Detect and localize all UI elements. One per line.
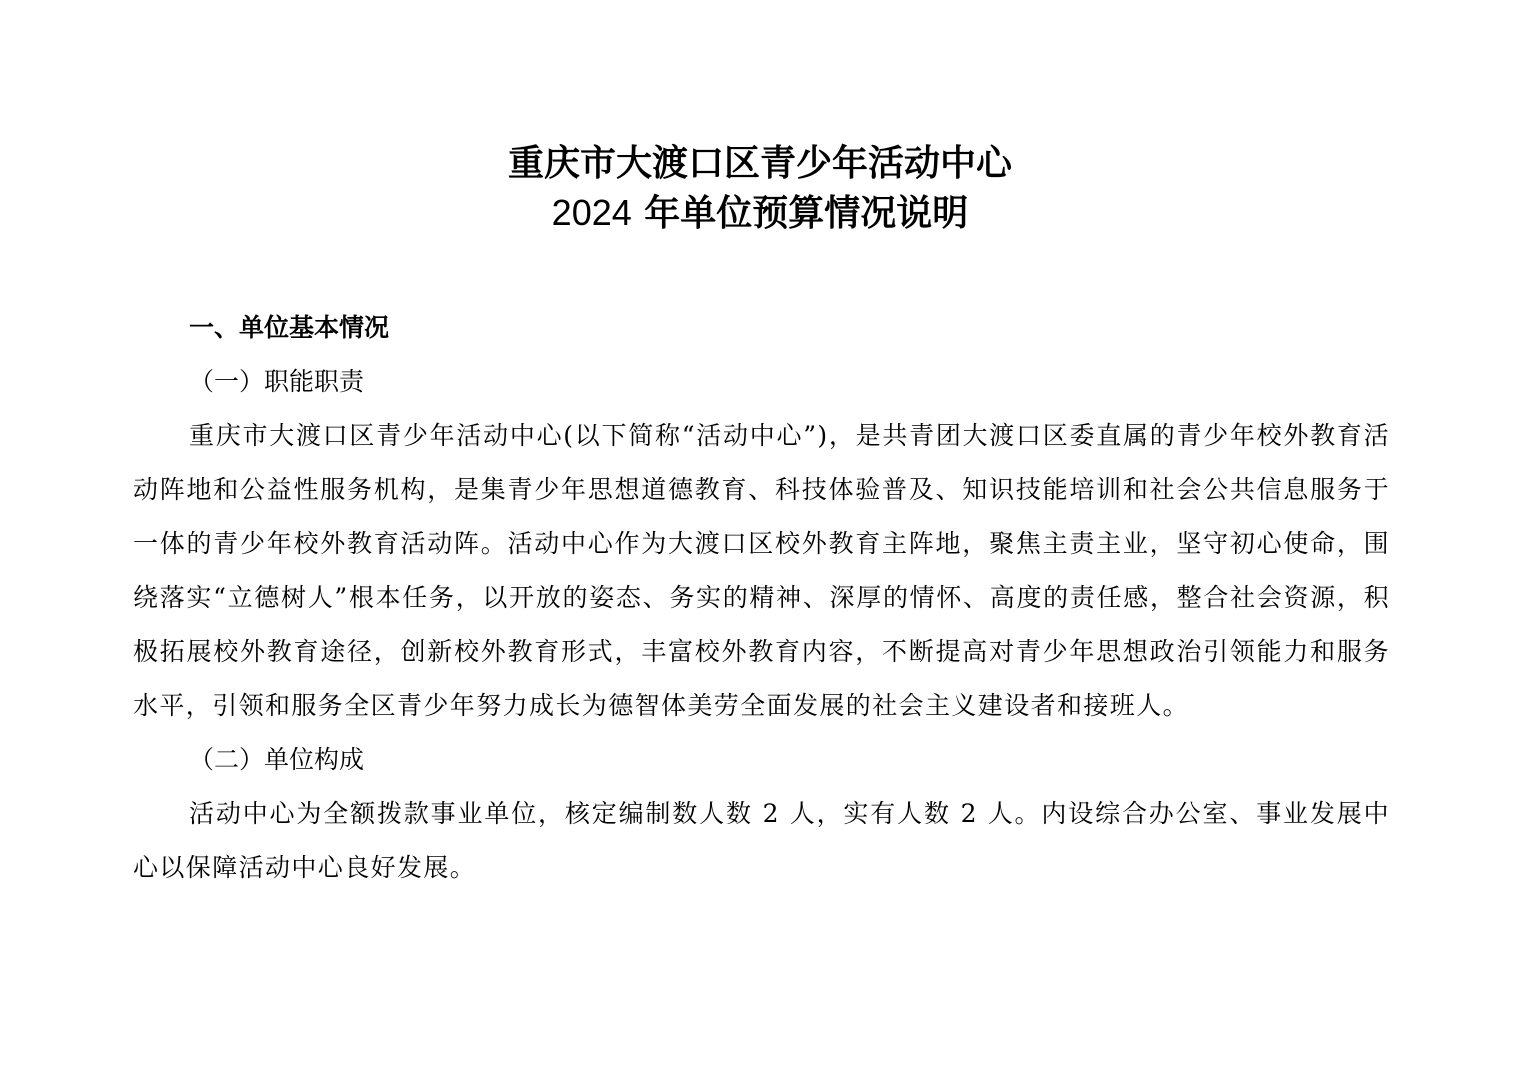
document-title xyxy=(0,138,1520,238)
section-heading: 一、单位基本情况 xyxy=(189,313,390,342)
title-year: 2024 xyxy=(551,192,632,233)
subsection-heading-composition: （二）单位构成 xyxy=(189,745,365,774)
document-body xyxy=(133,301,1390,895)
subsection-heading-duties: （一）职能职责 xyxy=(189,367,365,396)
title-line-2-text: 年单位预算情况说明 xyxy=(631,192,969,234)
paragraph-duties: 重庆市大渡口区青少年活动中心(以下简称“活动中心”)，是共青团大渡口区委直属的青少年校外教育活动阵地和公益性服务机构，是集青少年思想道德教育、科技体验普及、知识技能培训和社会公共信息服务于一体的青少年校外教育活动阵。活动中心作为大渡口区校外教育主阵地，聚焦主责主业，坚守初心使命，围绕落实“立德树人”根本任务，以开放的姿态、务实的精神、深厚的情怀、高度的责任感，整合社会资源，积极拓展校外教育途径，创新校外教育形式，丰富校外教育内容，不断提高对青少年思想政治引领能力和服务水平，引领和服务全区青少年努力成长为德智体美劳全面发展的社会主义建设者和接班人。 xyxy=(133,421,1390,720)
paragraph-composition: 活动中心为全额拨款事业单位，核定编制数人数 2 人，实有人数 2 人。内设综合办公室、事业发展中心以保障活动中心良好发展。 xyxy=(133,799,1390,882)
title-line-2 xyxy=(0,188,1520,238)
title-line-1: 重庆市大渡口区青少年活动中心 xyxy=(507,142,1012,184)
